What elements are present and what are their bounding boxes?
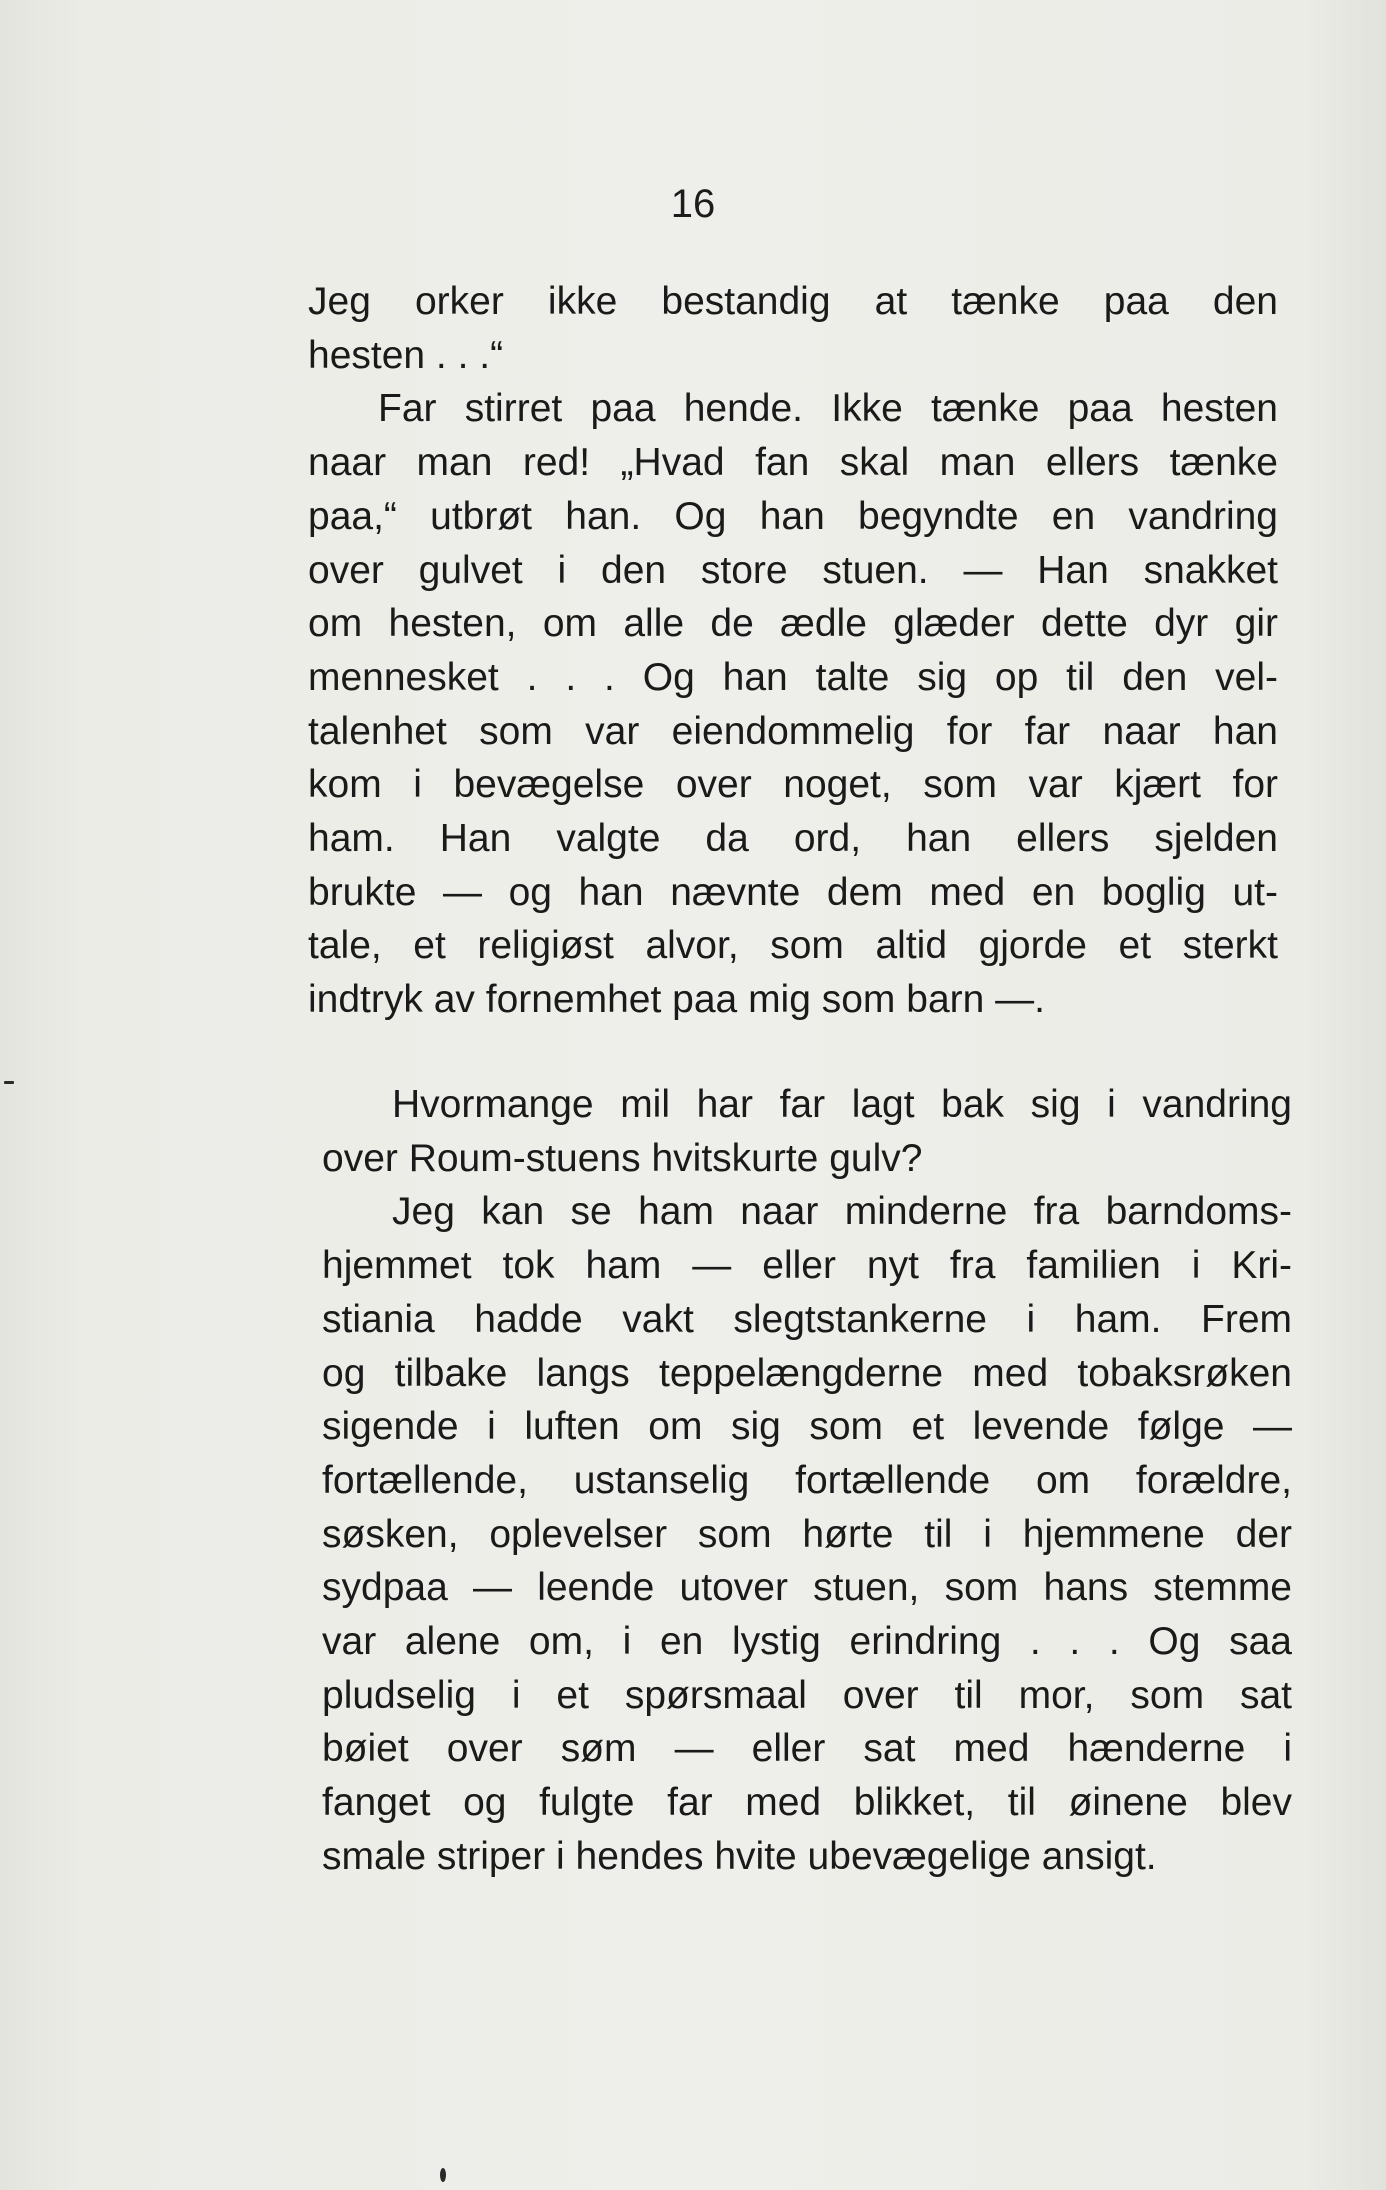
paragraph <box>308 275 1278 382</box>
text-line: Jeg kan se ham naar minderne fra barndoms- <box>392 1190 1292 1234</box>
text-line: om hesten, om alle de ædle glæder dette dyr gir <box>308 602 1278 646</box>
text-line: smale striper i hendes hvite ubevægelige ansigt. <box>322 1834 1157 1878</box>
text-line: mennesket . . . Og han talte sig op til den vel- <box>308 655 1278 699</box>
text-line: pludselig i et spørsmaal over til mor, som sat <box>322 1673 1292 1717</box>
text-section-2 <box>322 1078 1292 1884</box>
text-line: fortællende, ustanselig fortællende om forældre, <box>322 1458 1292 1502</box>
paragraph <box>308 382 1278 1026</box>
paragraph <box>322 1078 1292 1185</box>
text-line: hesten . . .“ <box>308 333 504 377</box>
paragraph <box>322 1185 1292 1883</box>
text-line: bøiet over søm — eller sat med hænderne i <box>322 1727 1292 1771</box>
text-line: kom i bevægelse over noget, som var kjært for <box>308 763 1278 807</box>
text-line: brukte — og han nævnte dem med en boglig ut- <box>308 870 1278 914</box>
page-number: 16 <box>670 182 716 226</box>
text-line: talenhet som var eiendommelig for far naar han <box>308 709 1278 753</box>
text-line: ham. Han valgte da ord, han ellers sjelden <box>308 817 1278 861</box>
text-line: søsken, oplevelser som hørte til i hjemmene der <box>322 1512 1292 1556</box>
text-line: stiania hadde vakt slegtstankerne i ham. Frem <box>322 1297 1292 1341</box>
text-line: indtryk av fornemhet paa mig som barn —. <box>308 978 1045 1022</box>
text-line: hjemmet tok ham — eller nyt fra familien i Kri- <box>322 1244 1292 1288</box>
text-line: Jeg orker ikke bestandig at tænke paa den <box>308 280 1278 323</box>
text-line: sigende i luften om sig som et levende følge — <box>322 1405 1292 1449</box>
text-line: over Roum-stuens hvitskurte gulv? <box>322 1136 923 1180</box>
text-line: og tilbake langs teppelængderne med tobaksrøken <box>322 1351 1292 1395</box>
text-line: paa,“ utbrøt han. Og han begyndte en vandring <box>308 494 1278 538</box>
text-section-1 <box>308 275 1278 1027</box>
ink-speck <box>440 2168 446 2182</box>
ink-speck <box>4 1081 14 1084</box>
text-line: Hvormange mil har far lagt bak sig i vandring <box>392 1083 1292 1126</box>
text-line: var alene om, i en lystig erindring . . . Og saa <box>322 1620 1292 1664</box>
text-line: sydpaa — leende utover stuen, som hans stemme <box>322 1566 1292 1610</box>
text-line: tale, et religiøst alvor, som altid gjorde et sterkt <box>308 924 1278 968</box>
text-line: naar man red! „Hvad fan skal man ellers tænke <box>308 441 1278 485</box>
text-line: over gulvet i den store stuen. — Han snakket <box>308 548 1278 592</box>
text-line: fanget og fulgte far med blikket, til øinene blev <box>322 1781 1292 1825</box>
text-line: Far stirret paa hende. Ikke tænke paa hesten <box>378 387 1278 431</box>
